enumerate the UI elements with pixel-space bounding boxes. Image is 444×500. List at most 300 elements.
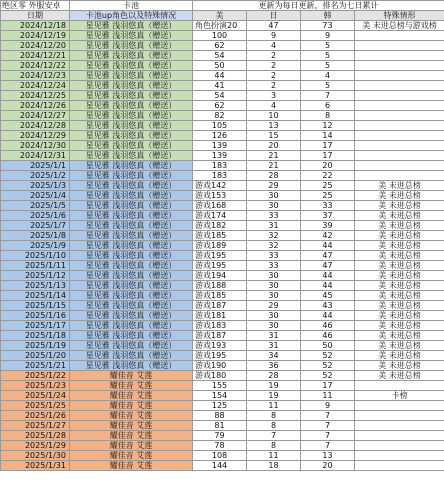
cell-us-rank[interactable]: 105 [193, 121, 247, 131]
cell-date[interactable]: 2025/1/16 [1, 311, 70, 321]
cell-note[interactable] [355, 61, 444, 71]
cell-jp-rank[interactable]: 28 [247, 171, 301, 181]
cell-note[interactable] [355, 461, 444, 471]
cell-pool[interactable]: 耀佳音 艾莲 [70, 461, 193, 471]
cell-pool[interactable]: 星见雅 浅羽悠真（赠送） [70, 71, 193, 81]
cell-kr-rank[interactable]: 73 [301, 21, 355, 31]
cell-date[interactable]: 2025/1/2 [1, 171, 70, 181]
update-note[interactable]: 更新为每日更新，排名为七日累计 [193, 1, 444, 11]
cell-date[interactable]: 2024/12/23 [1, 71, 70, 81]
cell-note[interactable]: 美 未进总榜 [355, 311, 444, 321]
cell-jp-rank[interactable]: 47 [247, 21, 301, 31]
cell-date[interactable]: 2024/12/19 [1, 31, 70, 41]
header-jp[interactable]: 日 [247, 11, 301, 21]
cell-pool[interactable]: 星见雅 浅羽悠真（赠送） [70, 281, 193, 291]
cell-kr-rank[interactable]: 17 [301, 151, 355, 161]
cell-date[interactable]: 2024/12/31 [1, 151, 70, 161]
cell-note[interactable] [355, 121, 444, 131]
cell-kr-rank[interactable]: 43 [301, 301, 355, 311]
cell-note[interactable] [355, 81, 444, 91]
cell-note[interactable] [355, 111, 444, 121]
cell-pool[interactable]: 星见雅 浅羽悠真（赠送） [70, 231, 193, 241]
cell-pool[interactable]: 耀佳音 艾莲 [70, 381, 193, 391]
cell-us-rank[interactable]: 139 [193, 141, 247, 151]
header-us[interactable]: 美 [193, 11, 247, 21]
cell-us-rank[interactable]: 79 [193, 431, 247, 441]
cell-note[interactable] [355, 141, 444, 151]
cell-us-rank[interactable]: 183 [193, 161, 247, 171]
table-row [1, 91, 444, 101]
cell-us-rank[interactable]: 角色扮演20 [193, 21, 247, 31]
cell-note[interactable] [355, 41, 444, 51]
cell-note[interactable]: 美 未进总榜 [355, 191, 444, 201]
cell-jp-rank[interactable]: 31 [247, 331, 301, 341]
cell-pool[interactable]: 星见雅 浅羽悠真（赠送） [70, 301, 193, 311]
table-row [1, 321, 444, 331]
cell-jp-rank[interactable]: 8 [247, 421, 301, 431]
cell-date[interactable]: 2024/12/24 [1, 81, 70, 91]
cell-jp-rank[interactable]: 7 [247, 431, 301, 441]
cell-kr-rank[interactable]: 45 [301, 291, 355, 301]
cell-kr-rank[interactable]: 42 [301, 231, 355, 241]
cell-kr-rank[interactable]: 44 [301, 271, 355, 281]
cell-note[interactable] [355, 441, 444, 451]
cell-pool[interactable]: 星见雅 浅羽悠真（赠送） [70, 91, 193, 101]
cell-jp-rank[interactable]: 19 [247, 381, 301, 391]
table-row [1, 81, 444, 91]
cell-pool[interactable]: 星见雅 浅羽悠真（赠送） [70, 211, 193, 221]
cell-note[interactable]: 美 未进总榜与游戏榜 [355, 21, 444, 31]
cell-pool[interactable]: 星见雅 浅羽悠真（赠送） [70, 51, 193, 61]
cell-pool[interactable]: 星见雅 浅羽悠真（赠送） [70, 61, 193, 71]
cell-jp-rank[interactable]: 2 [247, 71, 301, 81]
table-row [1, 281, 444, 291]
cell-kr-rank[interactable]: 17 [301, 141, 355, 151]
cell-kr-rank[interactable]: 22 [301, 171, 355, 181]
cell-date[interactable]: 2024/12/20 [1, 41, 70, 51]
cell-us-rank[interactable]: 62 [193, 101, 247, 111]
cell-pool[interactable]: 星见雅 浅羽悠真（赠送） [70, 201, 193, 211]
cell-date[interactable]: 2025/1/28 [1, 431, 70, 441]
cell-note[interactable]: 美 未进总榜 [355, 231, 444, 241]
cell-us-rank[interactable]: 81 [193, 421, 247, 431]
cell-jp-rank[interactable]: 33 [247, 211, 301, 221]
cell-us-rank[interactable]: 游戏195 [193, 251, 247, 261]
cell-date[interactable]: 2025/1/20 [1, 351, 70, 361]
cell-kr-rank[interactable]: 5 [301, 61, 355, 71]
cell-jp-rank[interactable]: 29 [247, 301, 301, 311]
cell-kr-rank[interactable]: 9 [301, 401, 355, 411]
cell-us-rank[interactable]: 126 [193, 131, 247, 141]
cell-us-rank[interactable]: 82 [193, 111, 247, 121]
cell-jp-rank[interactable]: 18 [247, 461, 301, 471]
cell-us-rank[interactable]: 游戏194 [193, 271, 247, 281]
cell-kr-rank[interactable]: 17 [301, 381, 355, 391]
cell-us-rank[interactable]: 54 [193, 51, 247, 61]
cell-us-rank[interactable]: 游戏174 [193, 211, 247, 221]
cell-jp-rank[interactable]: 30 [247, 201, 301, 211]
cell-jp-rank[interactable]: 30 [247, 311, 301, 321]
cell-kr-rank[interactable]: 44 [301, 281, 355, 291]
cell-note[interactable] [355, 131, 444, 141]
cell-pool[interactable]: 星见雅 浅羽悠真（赠送） [70, 141, 193, 151]
cell-us-rank[interactable]: 游戏185 [193, 231, 247, 241]
cell-us-rank[interactable]: 游戏181 [193, 311, 247, 321]
cell-us-rank[interactable]: 游戏188 [193, 281, 247, 291]
cell-jp-rank[interactable]: 4 [247, 41, 301, 51]
cell-pool[interactable]: 耀佳音 艾莲 [70, 431, 193, 441]
cell-date[interactable]: 2024/12/30 [1, 141, 70, 151]
cell-note[interactable]: 美 未进总榜 [355, 331, 444, 341]
cell-pool[interactable]: 星见雅 浅羽悠真（赠送） [70, 331, 193, 341]
cell-note[interactable]: 卡榜 [355, 391, 444, 401]
cell-jp-rank[interactable]: 2 [247, 61, 301, 71]
header-note[interactable]: 特殊情形 [355, 11, 444, 21]
cell-date[interactable]: 2025/1/7 [1, 221, 70, 231]
cell-us-rank[interactable]: 游戏185 [193, 291, 247, 301]
cell-kr-rank[interactable]: 46 [301, 321, 355, 331]
cell-jp-rank[interactable]: 20 [247, 141, 301, 151]
cell-jp-rank[interactable]: 11 [247, 401, 301, 411]
cell-date[interactable]: 2024/12/26 [1, 101, 70, 111]
cell-jp-rank[interactable]: 2 [247, 81, 301, 91]
cell-us-rank[interactable]: 155 [193, 381, 247, 391]
cell-us-rank[interactable]: 88 [193, 411, 247, 421]
cell-jp-rank[interactable]: 31 [247, 221, 301, 231]
cell-jp-rank[interactable]: 32 [247, 241, 301, 251]
cell-note[interactable] [355, 71, 444, 81]
table-row [1, 101, 444, 111]
cell-note[interactable] [355, 411, 444, 421]
cell-note[interactable]: 美 未进总榜 [355, 351, 444, 361]
cell-date[interactable]: 2025/1/4 [1, 191, 70, 201]
cell-pool[interactable]: 星见雅 浅羽悠真（赠送） [70, 361, 193, 371]
cell-jp-rank[interactable]: 36 [247, 361, 301, 371]
cell-jp-rank[interactable]: 4 [247, 101, 301, 111]
cell-pool[interactable]: 耀佳音 艾莲 [70, 421, 193, 431]
cell-note[interactable] [355, 161, 444, 171]
cell-pool[interactable]: 耀佳音 艾莲 [70, 401, 193, 411]
cell-note[interactable] [355, 451, 444, 461]
table-row [1, 461, 444, 471]
cell-note[interactable] [355, 91, 444, 101]
cell-us-rank[interactable]: 125 [193, 401, 247, 411]
cell-us-rank[interactable]: 41 [193, 81, 247, 91]
cell-pool[interactable]: 耀佳音 艾莲 [70, 411, 193, 421]
cell-us-rank[interactable]: 游戏183 [193, 321, 247, 331]
cell-pool[interactable]: 星见雅 浅羽悠真（赠送） [70, 351, 193, 361]
cell-note[interactable] [355, 381, 444, 391]
cell-date[interactable]: 2025/1/22 [1, 371, 70, 381]
table-row [1, 61, 444, 71]
cell-date[interactable]: 2025/1/11 [1, 261, 70, 271]
cell-jp-rank[interactable]: 30 [247, 191, 301, 201]
cell-date[interactable]: 2025/1/21 [1, 361, 70, 371]
cell-note[interactable]: 美 未进总榜 [355, 261, 444, 271]
cell-pool[interactable]: 星见雅 浅羽悠真（赠送） [70, 111, 193, 121]
header-kr[interactable]: 韩 [301, 11, 355, 21]
cell-note[interactable] [355, 51, 444, 61]
cell-us-rank[interactable]: 游戏195 [193, 351, 247, 361]
cell-pool[interactable]: 耀佳音 艾莲 [70, 391, 193, 401]
cell-note[interactable] [355, 431, 444, 441]
cell-jp-rank[interactable]: 15 [247, 131, 301, 141]
cell-note[interactable]: 美 未进总榜 [355, 221, 444, 231]
cell-kr-rank[interactable]: 25 [301, 181, 355, 191]
cell-kr-rank[interactable]: 4 [301, 71, 355, 81]
cell-pool[interactable]: 星见雅 浅羽悠真（赠送） [70, 81, 193, 91]
cell-jp-rank[interactable]: 30 [247, 281, 301, 291]
cell-us-rank[interactable]: 游戏142 [193, 181, 247, 191]
table-row [1, 231, 444, 241]
table-row [1, 181, 444, 191]
cell-kr-rank[interactable]: 52 [301, 351, 355, 361]
cell-pool[interactable]: 星见雅 浅羽悠真（赠送） [70, 101, 193, 111]
cell-jp-rank[interactable]: 2 [247, 51, 301, 61]
table-row [1, 251, 444, 261]
table-row [1, 381, 444, 391]
cell-us-rank[interactable]: 108 [193, 451, 247, 461]
cell-kr-rank[interactable]: 5 [301, 81, 355, 91]
cell-pool[interactable]: 星见雅 浅羽悠真（赠送） [70, 321, 193, 331]
header-date[interactable]: 日期 [1, 11, 70, 21]
cell-kr-rank[interactable]: 47 [301, 251, 355, 261]
table-row [1, 41, 444, 51]
cell-jp-rank[interactable]: 30 [247, 291, 301, 301]
cell-pool[interactable]: 耀佳音 艾莲 [70, 451, 193, 461]
cell-pool[interactable]: 星见雅 浅羽悠真（赠送） [70, 31, 193, 41]
cell-kr-rank[interactable]: 5 [301, 41, 355, 51]
cell-date[interactable]: 2025/1/23 [1, 381, 70, 391]
cell-pool[interactable]: 星见雅 浅羽悠真（赠送） [70, 291, 193, 301]
cell-date[interactable]: 2025/1/29 [1, 441, 70, 451]
cell-us-rank[interactable]: 游戏180 [193, 371, 247, 381]
cell-date[interactable]: 2024/12/29 [1, 131, 70, 141]
cell-pool[interactable]: 星见雅 浅羽悠真（赠送） [70, 311, 193, 321]
cell-jp-rank[interactable]: 8 [247, 441, 301, 451]
cell-date[interactable]: 2024/12/22 [1, 61, 70, 71]
table-row [1, 301, 444, 311]
cell-jp-rank[interactable]: 13 [247, 121, 301, 131]
cell-kr-rank[interactable]: 7 [301, 411, 355, 421]
cell-jp-rank[interactable]: 34 [247, 351, 301, 361]
header-row [1, 11, 444, 21]
table-row [1, 141, 444, 151]
cell-note[interactable] [355, 421, 444, 431]
cell-note[interactable] [355, 31, 444, 41]
cell-jp-rank[interactable]: 19 [247, 391, 301, 401]
cell-kr-rank[interactable]: 50 [301, 341, 355, 351]
cell-pool[interactable]: 星见雅 浅羽悠真（赠送） [70, 151, 193, 161]
cell-kr-rank[interactable]: 25 [301, 191, 355, 201]
cell-note[interactable] [355, 151, 444, 161]
cell-us-rank[interactable]: 100 [193, 31, 247, 41]
cell-us-rank[interactable]: 154 [193, 391, 247, 401]
cell-us-rank[interactable]: 183 [193, 171, 247, 181]
cell-pool[interactable]: 星见雅 浅羽悠真（赠送） [70, 161, 193, 171]
cell-note[interactable] [355, 401, 444, 411]
cell-note[interactable]: 美 未进总榜 [355, 291, 444, 301]
table-row [1, 131, 444, 141]
cell-date[interactable]: 2024/12/18 [1, 21, 70, 31]
cell-jp-rank[interactable]: 31 [247, 341, 301, 351]
cell-date[interactable]: 2024/12/28 [1, 121, 70, 131]
cell-date[interactable]: 2025/1/12 [1, 271, 70, 281]
cell-kr-rank[interactable]: 39 [301, 221, 355, 231]
cell-note[interactable]: 美 未进总榜 [355, 211, 444, 221]
cell-pool[interactable]: 星见雅 浅羽悠真（赠送） [70, 251, 193, 261]
cell-date[interactable]: 2024/12/27 [1, 111, 70, 121]
cell-date[interactable]: 2025/1/25 [1, 401, 70, 411]
cell-note[interactable]: 美 未进总榜 [355, 341, 444, 351]
cell-date[interactable]: 2025/1/19 [1, 341, 70, 351]
cell-note[interactable]: 美 未进总榜 [355, 251, 444, 261]
cell-pool[interactable]: 耀佳音 艾莲 [70, 371, 193, 381]
cell-pool[interactable]: 星见雅 浅羽悠真（赠送） [70, 21, 193, 31]
cell-jp-rank[interactable]: 28 [247, 371, 301, 381]
cell-jp-rank[interactable]: 8 [247, 411, 301, 421]
cell-kr-rank[interactable]: 7 [301, 441, 355, 451]
cell-pool[interactable]: 星见雅 浅羽悠真（赠送） [70, 121, 193, 131]
cell-us-rank[interactable]: 139 [193, 151, 247, 161]
cell-kr-rank[interactable]: 7 [301, 91, 355, 101]
cell-kr-rank[interactable]: 13 [301, 451, 355, 461]
cell-us-rank[interactable]: 78 [193, 441, 247, 451]
cell-us-rank[interactable]: 144 [193, 461, 247, 471]
cell-pool[interactable]: 星见雅 浅羽悠真（赠送） [70, 221, 193, 231]
cell-kr-rank[interactable]: 33 [301, 201, 355, 211]
table-row [1, 241, 444, 251]
cell-jp-rank[interactable]: 3 [247, 91, 301, 101]
cell-us-rank[interactable]: 54 [193, 91, 247, 101]
cell-pool[interactable]: 星见雅 浅羽悠真（赠送） [70, 191, 193, 201]
cell-us-rank[interactable]: 游戏195 [193, 261, 247, 271]
cell-kr-rank[interactable]: 44 [301, 311, 355, 321]
cell-jp-rank[interactable]: 33 [247, 251, 301, 261]
cell-date[interactable]: 2024/12/25 [1, 91, 70, 101]
cell-kr-rank[interactable]: 14 [301, 131, 355, 141]
cell-us-rank[interactable]: 游戏187 [193, 331, 247, 341]
header-pool[interactable]: 卡池up角色以及特殊情况 [70, 11, 193, 21]
cell-kr-rank[interactable]: 7 [301, 421, 355, 431]
cell-date[interactable]: 2024/12/21 [1, 51, 70, 61]
cell-date[interactable]: 2025/1/31 [1, 461, 70, 471]
cell-jp-rank[interactable]: 32 [247, 231, 301, 241]
cell-pool[interactable]: 星见雅 浅羽悠真（赠送） [70, 41, 193, 51]
cell-jp-rank[interactable]: 21 [247, 161, 301, 171]
cell-kr-rank[interactable]: 5 [301, 51, 355, 61]
cell-note[interactable]: 美 未进总榜 [355, 321, 444, 331]
cell-jp-rank[interactable]: 33 [247, 261, 301, 271]
cell-jp-rank[interactable]: 9 [247, 31, 301, 41]
cell-note[interactable]: 美 未进总榜 [355, 181, 444, 191]
cell-us-rank[interactable]: 44 [193, 71, 247, 81]
cell-note[interactable]: 美 未进总榜 [355, 201, 444, 211]
cell-date[interactable]: 2025/1/6 [1, 211, 70, 221]
cell-jp-rank[interactable]: 10 [247, 111, 301, 121]
cell-pool[interactable]: 星见雅 浅羽悠真（赠送） [70, 181, 193, 191]
cell-date[interactable]: 2025/1/18 [1, 331, 70, 341]
cell-date[interactable]: 2025/1/9 [1, 241, 70, 251]
cell-kr-rank[interactable]: 44 [301, 241, 355, 251]
cell-us-rank[interactable]: 游戏168 [193, 201, 247, 211]
cell-pool[interactable]: 星见雅 浅羽悠真（赠送） [70, 261, 193, 271]
cell-note[interactable] [355, 101, 444, 111]
cell-date[interactable]: 2025/1/8 [1, 231, 70, 241]
cell-jp-rank[interactable]: 30 [247, 271, 301, 281]
cell-date[interactable]: 2025/1/24 [1, 391, 70, 401]
cell-pool[interactable]: 星见雅 浅羽悠真（赠送） [70, 171, 193, 181]
cell-us-rank[interactable]: 50 [193, 61, 247, 71]
cell-date[interactable]: 2025/1/13 [1, 281, 70, 291]
cell-us-rank[interactable]: 游戏190 [193, 361, 247, 371]
cell-jp-rank[interactable]: 11 [247, 451, 301, 461]
cell-us-rank[interactable]: 游戏182 [193, 221, 247, 231]
cell-note[interactable]: 美 未进总榜 [355, 271, 444, 281]
cell-date[interactable]: 2025/1/5 [1, 201, 70, 211]
cell-kr-rank[interactable]: 11 [301, 391, 355, 401]
cell-us-rank[interactable]: 游戏189 [193, 241, 247, 251]
cell-date[interactable]: 2025/1/27 [1, 421, 70, 431]
cell-us-rank[interactable]: 游戏193 [193, 341, 247, 351]
cell-jp-rank[interactable]: 29 [247, 181, 301, 191]
cell-note[interactable]: 美 未进总榜 [355, 371, 444, 381]
cell-kr-rank[interactable]: 47 [301, 261, 355, 271]
cell-kr-rank[interactable]: 12 [301, 121, 355, 131]
cell-kr-rank[interactable]: 20 [301, 461, 355, 471]
cell-date[interactable]: 2025/1/14 [1, 291, 70, 301]
cell-kr-rank[interactable]: 52 [301, 361, 355, 371]
table-row [1, 451, 444, 461]
cell-kr-rank[interactable]: 8 [301, 111, 355, 121]
cell-note[interactable]: 美 未进总榜 [355, 281, 444, 291]
cell-note[interactable]: 美 未进总榜 [355, 361, 444, 371]
cell-pool[interactable]: 星见雅 浅羽悠真（赠送） [70, 271, 193, 281]
cell-note[interactable]: 美 未进总榜 [355, 301, 444, 311]
cell-us-rank[interactable]: 游戏153 [193, 191, 247, 201]
cell-us-rank[interactable]: 游戏187 [193, 301, 247, 311]
cell-kr-rank[interactable]: 9 [301, 31, 355, 41]
pool-header[interactable]: 卡池 [70, 1, 193, 11]
cell-kr-rank[interactable]: 52 [301, 371, 355, 381]
cell-date[interactable]: 2025/1/26 [1, 411, 70, 421]
cell-pool[interactable]: 星见雅 浅羽悠真（赠送） [70, 341, 193, 351]
cell-note[interactable] [355, 171, 444, 181]
cell-date[interactable]: 2025/1/30 [1, 451, 70, 461]
cell-pool[interactable]: 耀佳音 艾莲 [70, 441, 193, 451]
cell-date[interactable]: 2025/1/10 [1, 251, 70, 261]
cell-jp-rank[interactable]: 30 [247, 321, 301, 331]
cell-pool[interactable]: 星见雅 浅羽悠真（赠送） [70, 241, 193, 251]
region-label[interactable]: 绝区零 外服安卓 [1, 1, 70, 11]
cell-us-rank[interactable]: 62 [193, 41, 247, 51]
cell-kr-rank[interactable]: 46 [301, 331, 355, 341]
cell-kr-rank[interactable]: 7 [301, 431, 355, 441]
cell-date[interactable]: 2025/1/17 [1, 321, 70, 331]
cell-kr-rank[interactable]: 6 [301, 101, 355, 111]
cell-date[interactable]: 2025/1/15 [1, 301, 70, 311]
cell-date[interactable]: 2025/1/3 [1, 181, 70, 191]
table-row [1, 201, 444, 211]
cell-date[interactable]: 2025/1/1 [1, 161, 70, 171]
cell-jp-rank[interactable]: 21 [247, 151, 301, 161]
cell-kr-rank[interactable]: 37 [301, 211, 355, 221]
table-row [1, 441, 444, 451]
cell-kr-rank[interactable]: 20 [301, 161, 355, 171]
table-row [1, 391, 444, 401]
cell-pool[interactable]: 星见雅 浅羽悠真（赠送） [70, 131, 193, 141]
cell-note[interactable]: 美 未进总榜 [355, 241, 444, 251]
